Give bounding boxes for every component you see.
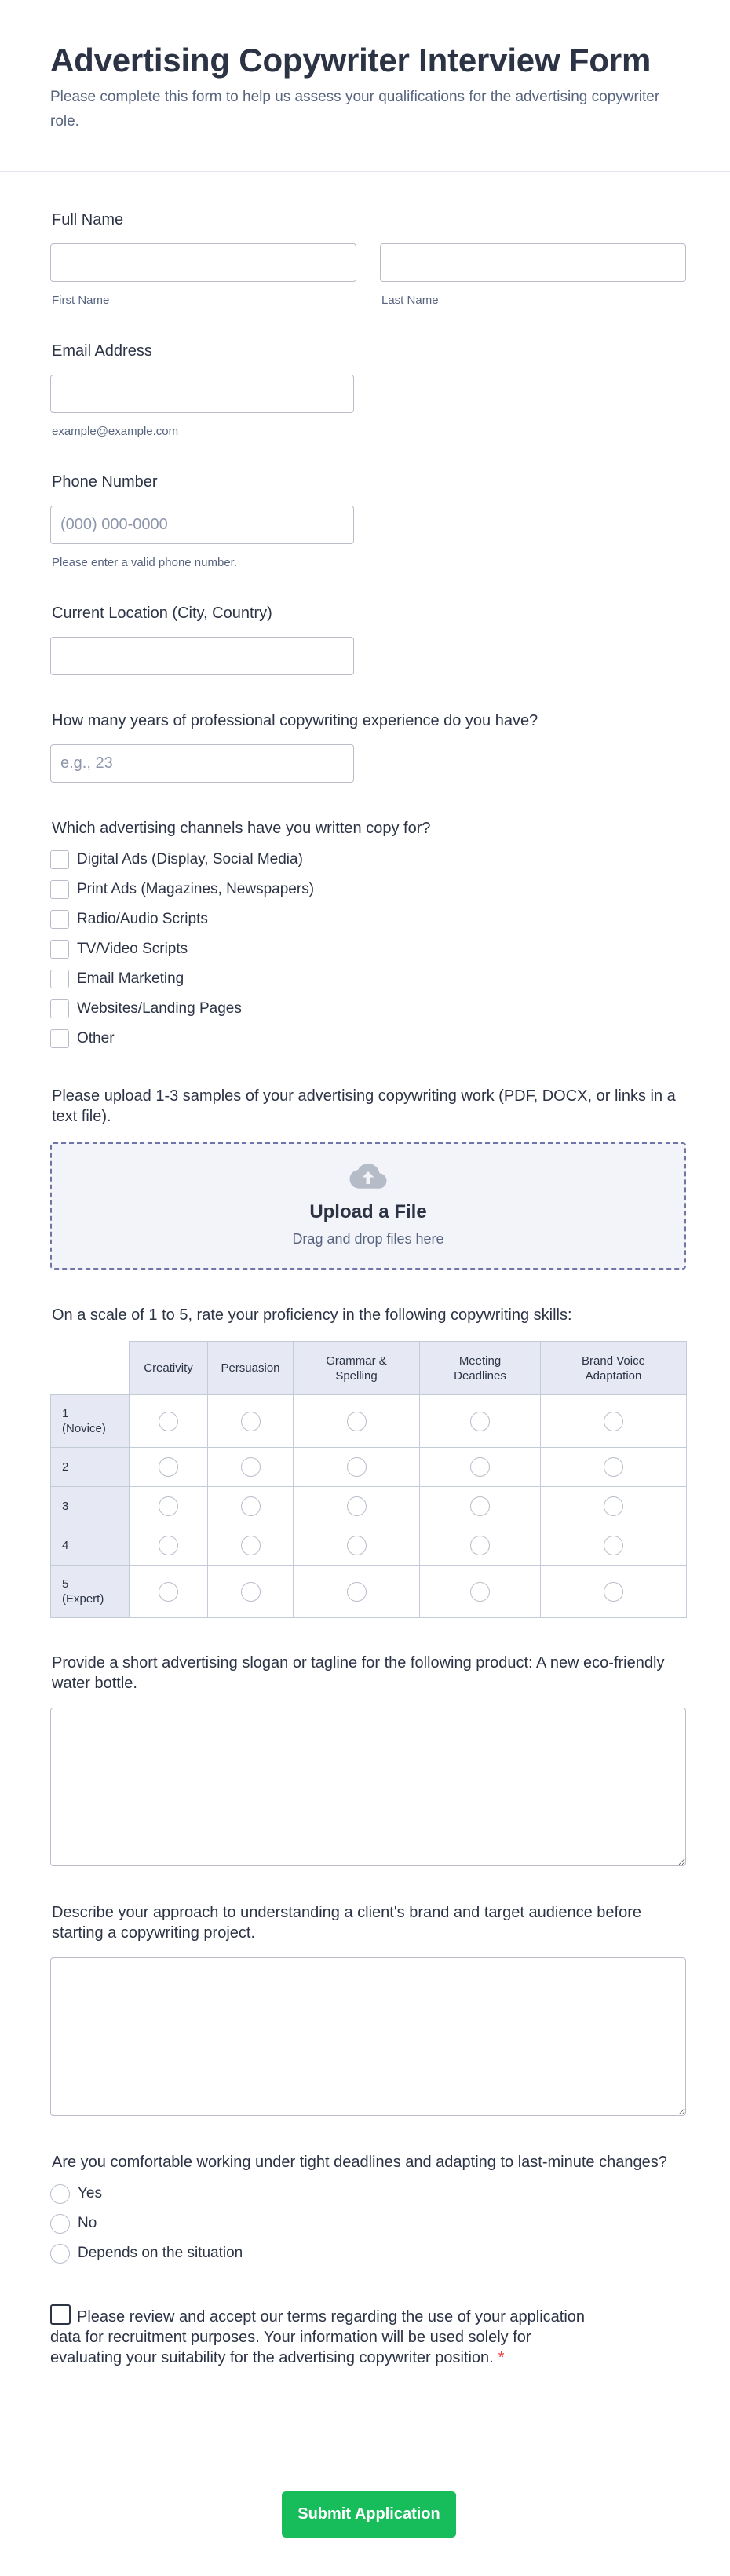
channels-label: Which advertising channels have you written copy for? bbox=[52, 820, 431, 837]
matrix-col-header: Grammar & Spelling bbox=[294, 1342, 420, 1395]
experience-question bbox=[50, 711, 688, 783]
matrix-cell bbox=[420, 1566, 541, 1618]
channel-option-other[interactable] bbox=[50, 1024, 688, 1054]
phone-label: Phone Number bbox=[52, 473, 158, 491]
channel-option-radio[interactable] bbox=[50, 904, 688, 934]
deadlines-option-no[interactable] bbox=[50, 2209, 688, 2238]
matrix-radio[interactable] bbox=[159, 1536, 178, 1555]
upload-question bbox=[50, 1086, 688, 1270]
form-content bbox=[0, 210, 730, 2368]
matrix-cell bbox=[420, 1448, 541, 1487]
matrix-cell bbox=[294, 1395, 420, 1448]
terms-checkbox[interactable] bbox=[50, 2304, 71, 2325]
phone-input[interactable] bbox=[50, 506, 354, 544]
email-question bbox=[50, 341, 688, 438]
last-name-sublabel: Last Name bbox=[381, 294, 439, 307]
matrix-cell bbox=[208, 1566, 294, 1618]
location-label: Current Location (City, Country) bbox=[52, 605, 272, 622]
terms-text: Please review and accept our terms regarding the use of your application data for recruitment purposes. Your information will be used solely for evaluating your suitability for the advertising copywriter position. bbox=[50, 2308, 586, 2366]
matrix-radio[interactable] bbox=[470, 1582, 490, 1602]
deadlines-label: Are you comfortable working under tight deadlines and adapting to last-minute changes? bbox=[52, 2154, 667, 2171]
matrix-label: On a scale of 1 to 5, rate your proficiency in the following copywriting skills: bbox=[52, 1306, 572, 1324]
phone-question bbox=[50, 472, 688, 569]
option-label: Websites/Landing Pages bbox=[77, 1000, 242, 1017]
matrix-radio[interactable] bbox=[470, 1412, 490, 1431]
matrix-row bbox=[51, 1395, 687, 1448]
slogan-textarea[interactable] bbox=[50, 1708, 686, 1866]
matrix-row bbox=[51, 1566, 687, 1618]
matrix-radio[interactable] bbox=[159, 1412, 178, 1431]
terms-question bbox=[50, 2304, 688, 2368]
approach-label: Describe your approach to understanding a client's brand and target audience before starting a copywriting project. bbox=[52, 1904, 641, 1942]
matrix-radio[interactable] bbox=[159, 1496, 178, 1516]
matrix-cell bbox=[130, 1448, 208, 1487]
experience-input[interactable] bbox=[50, 744, 354, 783]
matrix-row bbox=[51, 1526, 687, 1566]
deadlines-option-yes[interactable] bbox=[50, 2179, 688, 2209]
matrix-row-header: 3 bbox=[51, 1487, 130, 1526]
full-name-question bbox=[50, 210, 688, 307]
matrix-corner bbox=[51, 1342, 130, 1395]
form-description: Please complete this form to help us assess your qualifications for the advertising copywriter role. bbox=[50, 89, 660, 130]
matrix-row bbox=[51, 1448, 687, 1487]
deadlines-options bbox=[50, 2179, 688, 2268]
matrix-radio[interactable] bbox=[604, 1582, 623, 1602]
approach-question bbox=[50, 1902, 688, 2116]
matrix-cell bbox=[541, 1566, 687, 1618]
upload-title: Upload a File bbox=[309, 1201, 427, 1222]
channel-option-digital[interactable] bbox=[50, 845, 688, 875]
option-label: Email Marketing bbox=[77, 970, 184, 987]
phone-sublabel: Please enter a valid phone number. bbox=[52, 556, 237, 569]
matrix-col-header: Creativity bbox=[130, 1342, 208, 1395]
matrix-row-header: 5 (Expert) bbox=[51, 1566, 130, 1618]
form-header bbox=[0, 0, 730, 172]
option-label: Print Ads (Magazines, Newspapers) bbox=[77, 881, 315, 897]
radio-button[interactable] bbox=[50, 2214, 70, 2234]
channel-option-websites[interactable] bbox=[50, 994, 688, 1024]
matrix-radio[interactable] bbox=[604, 1457, 623, 1477]
matrix-radio[interactable] bbox=[604, 1536, 623, 1555]
option-label: Digital Ads (Display, Social Media) bbox=[77, 851, 303, 868]
email-sublabel: example@example.com bbox=[52, 425, 179, 438]
matrix-row-header: 1 (Novice) bbox=[51, 1395, 130, 1448]
form-footer bbox=[0, 2461, 730, 2576]
option-label: TV/Video Scripts bbox=[77, 941, 188, 957]
matrix-cell bbox=[208, 1395, 294, 1448]
matrix-col-header: Brand Voice Adaptation bbox=[541, 1342, 687, 1395]
checkbox[interactable] bbox=[50, 970, 69, 988]
option-label: Radio/Audio Scripts bbox=[77, 911, 208, 927]
checkbox[interactable] bbox=[50, 940, 69, 959]
matrix-radio[interactable] bbox=[347, 1457, 367, 1477]
matrix-cell bbox=[208, 1487, 294, 1526]
option-label: Depends on the situation bbox=[78, 2245, 243, 2261]
slogan-label: Provide a short advertising slogan or tagline for the following product: A new eco-friendly water bottle. bbox=[52, 1654, 665, 1692]
matrix-radio[interactable] bbox=[604, 1412, 623, 1431]
checkbox[interactable] bbox=[50, 1029, 69, 1048]
matrix-col-header: Meeting Deadlines bbox=[420, 1342, 541, 1395]
checkbox[interactable] bbox=[50, 999, 69, 1018]
matrix-cell bbox=[130, 1566, 208, 1618]
matrix-radio[interactable] bbox=[604, 1496, 623, 1516]
skills-matrix-question bbox=[50, 1305, 688, 1618]
channels-options bbox=[50, 845, 688, 1054]
checkbox[interactable] bbox=[50, 880, 69, 899]
matrix-cell bbox=[541, 1526, 687, 1566]
submit-application-button[interactable]: Submit Application bbox=[282, 2491, 456, 2538]
matrix-cell bbox=[541, 1448, 687, 1487]
matrix-radio[interactable] bbox=[347, 1496, 367, 1516]
matrix-radio[interactable] bbox=[347, 1582, 367, 1602]
matrix-cell bbox=[130, 1526, 208, 1566]
cloud-upload-icon bbox=[349, 1163, 387, 1189]
first-name-input[interactable] bbox=[50, 243, 356, 282]
slogan-question bbox=[50, 1653, 688, 1866]
radio-button[interactable] bbox=[50, 2244, 70, 2264]
upload-label: Please upload 1-3 samples of your advertising copywriting work (PDF, DOCX, or links in a text file). bbox=[52, 1087, 676, 1125]
matrix-radio[interactable] bbox=[470, 1457, 490, 1477]
matrix-cell bbox=[420, 1395, 541, 1448]
channel-option-tv[interactable] bbox=[50, 934, 688, 964]
matrix-radio[interactable] bbox=[241, 1496, 261, 1516]
skills-matrix bbox=[50, 1341, 687, 1618]
experience-label: How many years of professional copywriting experience do you have? bbox=[52, 712, 538, 729]
channel-option-email[interactable] bbox=[50, 964, 688, 994]
matrix-radio[interactable] bbox=[241, 1457, 261, 1477]
deadlines-question bbox=[50, 2152, 688, 2268]
file-upload-dropzone[interactable] bbox=[50, 1142, 686, 1270]
matrix-cell bbox=[294, 1566, 420, 1618]
matrix-radio[interactable] bbox=[159, 1457, 178, 1477]
matrix-radio[interactable] bbox=[347, 1412, 367, 1431]
option-label: Yes bbox=[78, 2185, 102, 2201]
checkbox[interactable] bbox=[50, 910, 69, 929]
approach-textarea[interactable] bbox=[50, 1957, 686, 2116]
channel-option-print[interactable] bbox=[50, 875, 688, 904]
matrix-radio[interactable] bbox=[159, 1582, 178, 1602]
matrix-cell bbox=[208, 1526, 294, 1566]
matrix-radio[interactable] bbox=[241, 1536, 261, 1555]
matrix-cell bbox=[420, 1487, 541, 1526]
matrix-radio[interactable] bbox=[470, 1536, 490, 1555]
email-input[interactable] bbox=[50, 375, 354, 413]
matrix-radio[interactable] bbox=[241, 1582, 261, 1602]
matrix-row-header: 2 bbox=[51, 1448, 130, 1487]
matrix-radio[interactable] bbox=[241, 1412, 261, 1431]
form-title: Advertising Copywriter Interview Form bbox=[50, 42, 652, 79]
matrix-row-header: 4 bbox=[51, 1526, 130, 1566]
location-question bbox=[50, 603, 688, 675]
checkbox[interactable] bbox=[50, 850, 69, 869]
matrix-cell bbox=[130, 1395, 208, 1448]
last-name-input[interactable] bbox=[380, 243, 686, 282]
option-label: Other bbox=[77, 1030, 115, 1047]
matrix-radio[interactable] bbox=[470, 1496, 490, 1516]
radio-button[interactable] bbox=[50, 2184, 70, 2204]
required-asterisk: * bbox=[498, 2349, 505, 2366]
first-name-sublabel: First Name bbox=[52, 294, 110, 307]
full-name-label: Full Name bbox=[52, 211, 124, 228]
matrix-row bbox=[51, 1487, 687, 1526]
email-label: Email Address bbox=[52, 342, 152, 360]
matrix-cell bbox=[130, 1487, 208, 1526]
location-input[interactable] bbox=[50, 637, 354, 675]
matrix-cell bbox=[541, 1395, 687, 1448]
matrix-cell bbox=[208, 1448, 294, 1487]
matrix-cell bbox=[294, 1487, 420, 1526]
matrix-cell bbox=[294, 1526, 420, 1566]
upload-subtitle: Drag and drop files here bbox=[292, 1231, 444, 1247]
matrix-col-header: Persuasion bbox=[208, 1342, 294, 1395]
terms-block bbox=[50, 2304, 604, 2368]
channels-question bbox=[50, 818, 688, 1054]
matrix-cell bbox=[541, 1487, 687, 1526]
matrix-cell bbox=[420, 1526, 541, 1566]
option-label: No bbox=[78, 2215, 97, 2231]
matrix-radio[interactable] bbox=[347, 1536, 367, 1555]
deadlines-option-depends[interactable] bbox=[50, 2238, 688, 2268]
matrix-cell bbox=[294, 1448, 420, 1487]
